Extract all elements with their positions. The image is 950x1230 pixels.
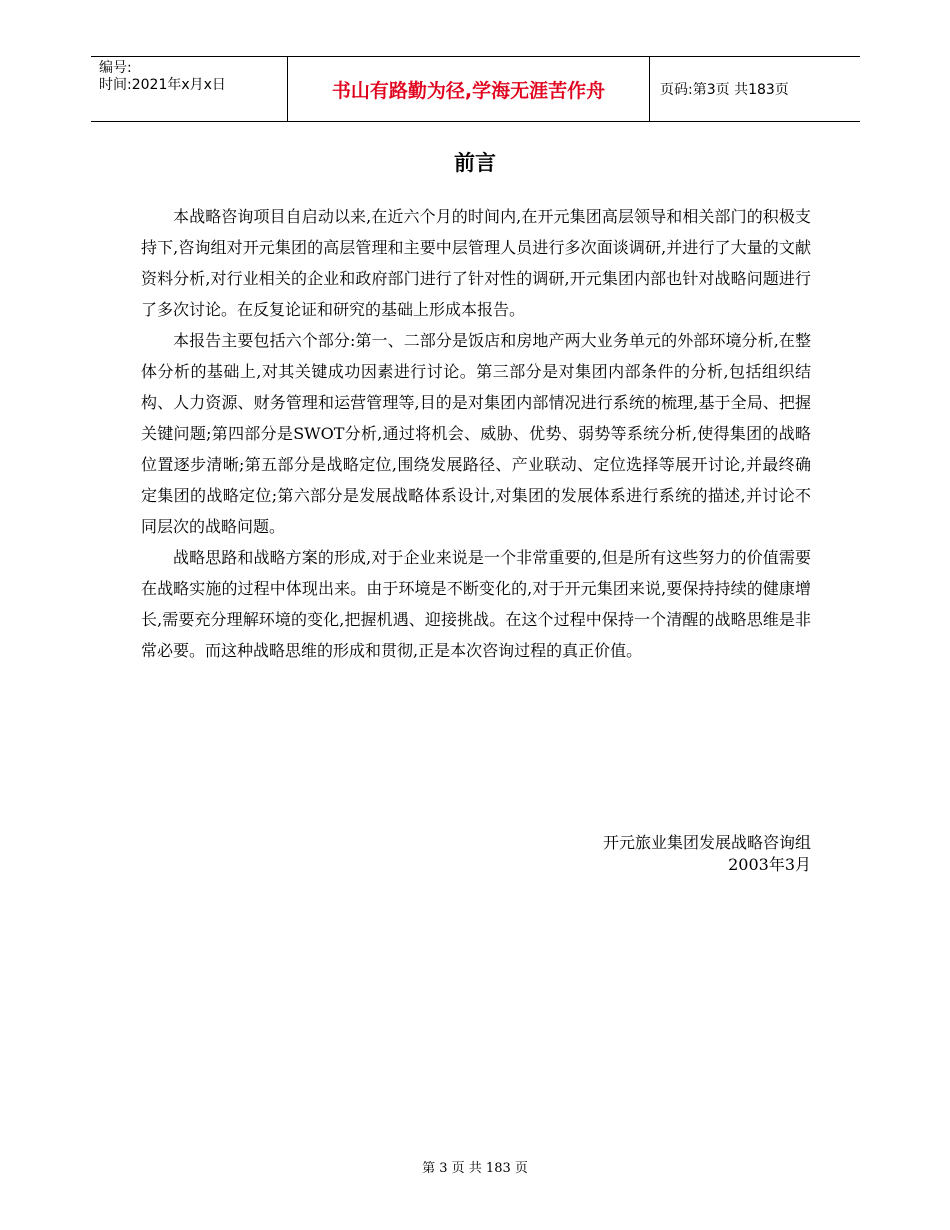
signature-date: 2003年3月: [728, 855, 811, 874]
paragraph: 战略思路和战略方案的形成,对于企业来说是一个非常重要的,但是所有这些努力的价值需要在战略实施的过程中体现出来。由于环境是不断变化的,对于开元集团来说,要保持持续的健康增长,需要充分理解环境的变化,把握机遇、迎接挑战。在这个过程中保持一个清醒的战略思维是非常必要。而这种战略思维的形成和贯彻,正是本次咨询过程的真正价值。: [141, 548, 811, 660]
page-title: 前言: [454, 151, 496, 175]
header-motto: 书山有路勤为径,学海无涯苦作舟: [287, 57, 650, 121]
document-date: 时间:2021年x月x日: [99, 77, 226, 93]
signature-org: 开元旅业集团发展战略咨询组: [602, 833, 811, 852]
paragraph: 本战略咨询项目自启动以来,在近六个月的时间内,在开元集团高层领导和相关部门的积极支持下,咨询组对开元集团的高层管理和主要中层管理人员进行多次面谈调研,并进行了大量的文献资料分析,对行业相关的企业和政府部门进行了针对性的调研,开元集团内部也针对战略问题进行了多次讨论。在反复论证和研究的基础上形成本报告。: [141, 207, 811, 319]
paragraph: 本报告主要包括六个部分:第一、二部分是饭店和房地产两大业务单元的外部环境分析,在整体分析的基础上,对其关键成功因素进行讨论。第三部分是对集团内部条件的分析,包括组织结构、人力资源、财务管理和运营管理等,目的是对集团内部情况进行系统的梳理,基于全局、把握关键问题;第四部分是SWOT分析,通过将机会、威胁、优势、弱势等系统分析,使得集团的战略位置逐步清晰;第五部分是战略定位,围绕发展路径、产业联动、定位选择等展开讨论,并最终确定集团的战略定位;第六部分是发展战略体系设计,对集团的发展体系进行系统的描述,并讨论不同层次的战略问题。: [141, 331, 811, 536]
body-text: [141, 201, 811, 666]
page-footer: 第 3 页 共 183 页: [422, 1161, 528, 1176]
header-meta: [91, 57, 287, 121]
page-header: [91, 56, 860, 122]
signature-block: [603, 832, 811, 876]
document-number-label: 编号:: [99, 60, 132, 76]
header-page-number: 页码:第3页 共183页: [660, 82, 789, 98]
